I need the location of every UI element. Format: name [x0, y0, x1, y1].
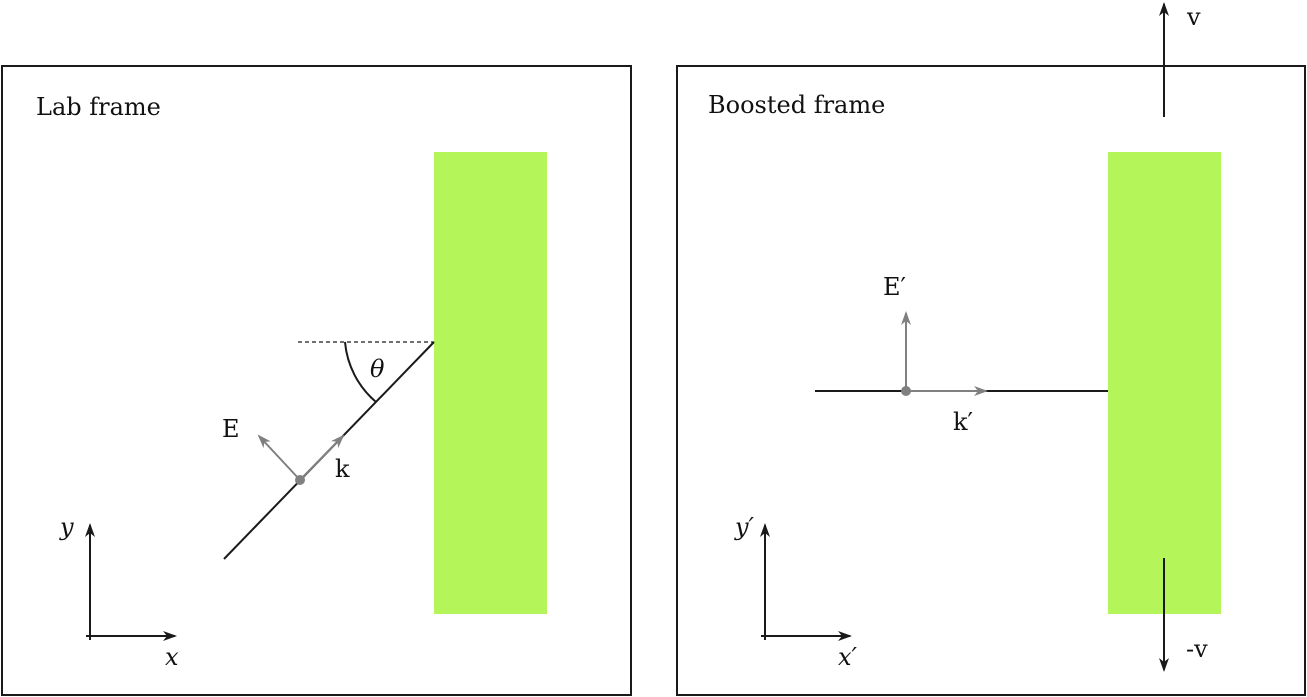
velocity-down-label: -v — [1186, 635, 1208, 663]
boosted-e-label: E′ — [883, 273, 906, 301]
boosted-k-label: k′ — [953, 408, 973, 436]
boosted-frame-panel — [677, 3, 1305, 695]
lab-frame-title: Lab frame — [36, 93, 161, 121]
lab-origin-dot — [295, 475, 305, 485]
lab-frame-panel — [2, 66, 631, 695]
lab-slab — [434, 152, 547, 614]
boosted-frame-title: Boosted frame — [708, 91, 886, 119]
lab-e-label: E — [222, 415, 240, 443]
boosted-y-axis-label: y′ — [735, 513, 755, 541]
velocity-up-label: v — [1187, 3, 1201, 31]
boosted-slab — [1108, 152, 1221, 614]
boosted-origin-dot — [901, 386, 911, 396]
lab-x-axis-label: x — [165, 643, 179, 671]
boosted-x-axis-label: x′ — [838, 643, 857, 671]
lab-k-label: k — [335, 455, 350, 483]
lab-theta-label: θ — [370, 355, 385, 383]
lab-e-vector — [259, 436, 300, 480]
lab-y-axis-label: y — [60, 513, 74, 541]
